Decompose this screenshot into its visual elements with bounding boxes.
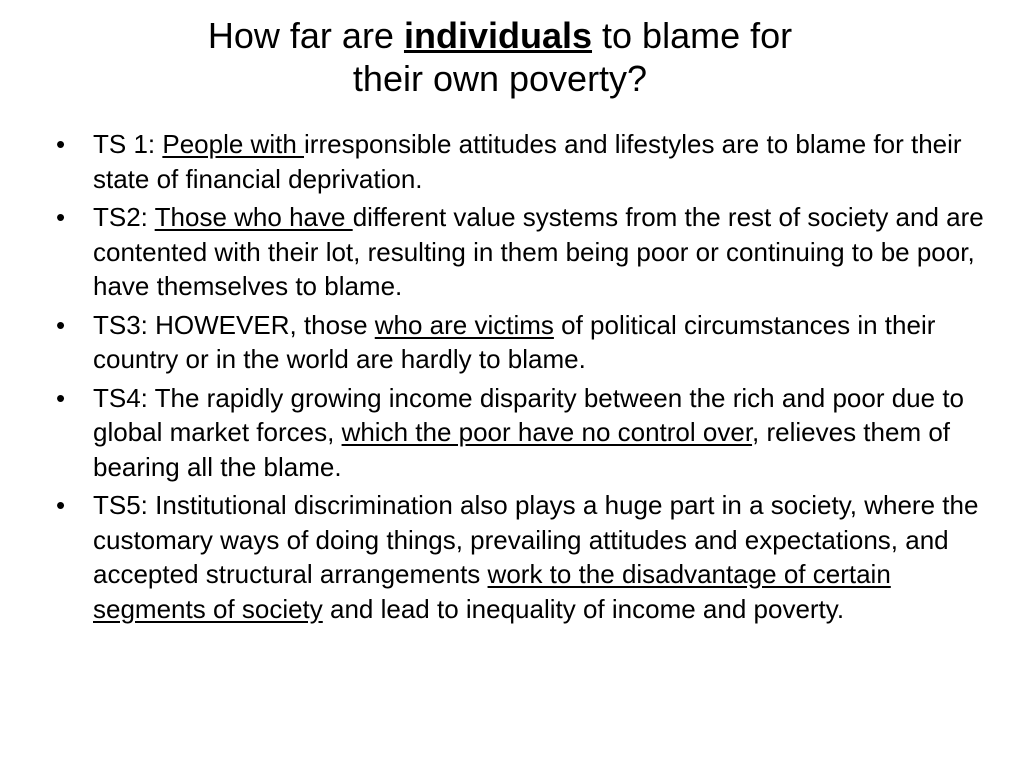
bullet-underlined: who are victims xyxy=(374,309,554,340)
bullet-lead: TS 1: xyxy=(93,129,163,159)
bullet-underlined: Those who have xyxy=(154,202,353,232)
bullet-lead: TS3: HOWEVER, those xyxy=(93,309,375,340)
bullet-item-ts1 xyxy=(56,127,986,196)
bullet-rest: and lead to inequality of income and poverty. xyxy=(322,593,845,624)
title-line2: their own poverty? xyxy=(352,58,648,99)
bullet-lead: TS4: The rapidly growing income disparity between the rich and poor due to global market forces, xyxy=(93,382,965,447)
bullet-underlined: People with xyxy=(162,129,305,159)
bullet-dot-icon: • xyxy=(56,309,66,340)
title-part1: How far are xyxy=(207,15,404,56)
bullet-rest: irresponsible attitudes and lifestyles are to blame for their state of financial deprivation. xyxy=(93,129,962,194)
title-part2: to blame for xyxy=(592,15,793,56)
bullet-item-ts3 xyxy=(56,308,986,377)
title-emphasis: individuals xyxy=(403,15,593,56)
bullet-rest: , relieves them of bearing all the blame. xyxy=(93,417,951,482)
bullet-item-ts4 xyxy=(56,381,986,485)
bullet-dot-icon: • xyxy=(56,490,66,520)
bullet-list xyxy=(56,127,986,630)
bullet-item-ts2 xyxy=(56,200,986,304)
bullet-lead: TS2: xyxy=(93,202,155,232)
bullet-lead: TS5: Institutional discrimination also plays a huge part in a society, where the customary ways of doing things, prevailing attitudes and expectations, and accepted structural arrangements xyxy=(93,490,979,589)
bullet-dot-icon: • xyxy=(56,129,66,159)
bullet-dot-icon: • xyxy=(56,382,66,413)
slide-title xyxy=(0,14,1000,100)
bullet-underlined: which the poor have no control over xyxy=(341,417,753,447)
bullet-rest: different value systems from the rest of society and are contented with their lot, resulting in them being poor or continuing to be poor, have themselves to blame. xyxy=(93,202,984,301)
bullet-rest: of political circumstances in their country or in the world are hardly to blame. xyxy=(93,309,936,374)
bullet-dot-icon: • xyxy=(56,202,66,232)
bullet-underlined: work to the disadvantage of certain segments of society xyxy=(93,559,891,624)
bullet-item-ts5 xyxy=(56,488,986,626)
